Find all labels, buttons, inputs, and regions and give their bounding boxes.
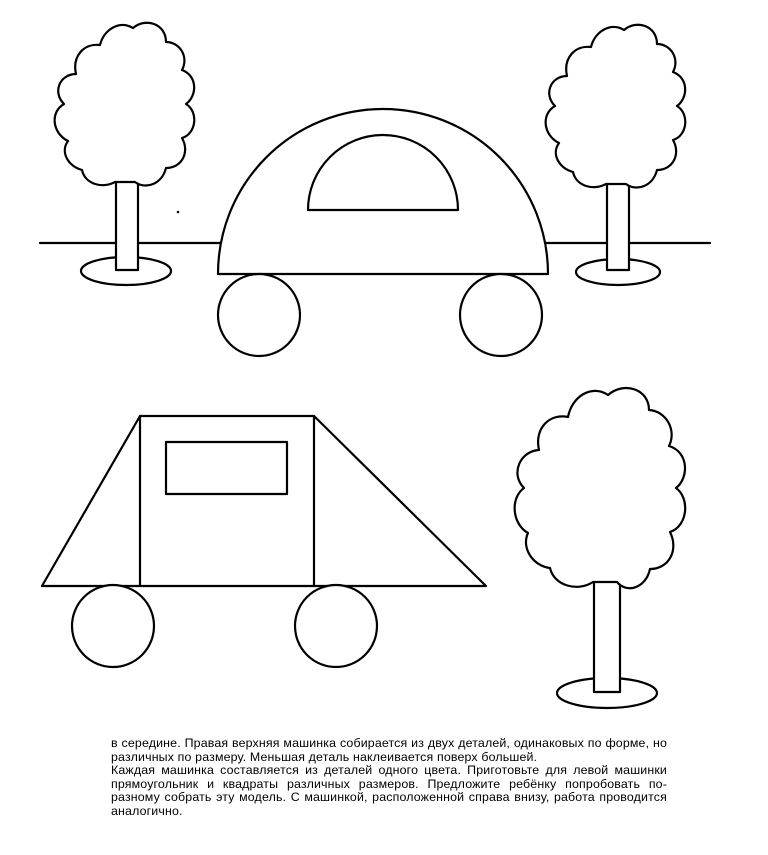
car-wheel-right [295, 585, 377, 667]
tree-top-right [546, 25, 686, 285]
tree-trunk [594, 580, 620, 692]
instruction-paragraph-1: в середине. Правая верхняя машинка собирается из двух деталей, одинаковых по форме, но различных по размеру. Меньшая деталь наклеивается поверх большей. [111, 736, 667, 764]
tree-bottom-right [515, 388, 686, 708]
tree-trunk [607, 182, 629, 270]
car-wheel-right [460, 274, 542, 356]
car-semicircle [218, 109, 548, 356]
car-wheel-left [218, 274, 300, 356]
car-wheel-left [72, 585, 154, 667]
instruction-paragraph-2: Каждая машинка составляется из деталей одного цвета. Приготовьте для левой машинки прямоугольник и квадраты различных размеров. Предложите ребёнку попробовать по-разному собрать эту модель. С машинкой, расположенной справа внизу, работа проводится аналогично. [111, 763, 667, 818]
tree-crown [546, 25, 686, 188]
tree-crown [515, 388, 686, 588]
print-speck [177, 211, 179, 213]
instruction-text [111, 737, 667, 818]
tree-trunk [116, 180, 138, 270]
tree-crown [55, 23, 195, 186]
car-trapezoid [42, 416, 486, 667]
tree-top-left [55, 23, 195, 285]
car-window-rectangle [166, 442, 287, 494]
